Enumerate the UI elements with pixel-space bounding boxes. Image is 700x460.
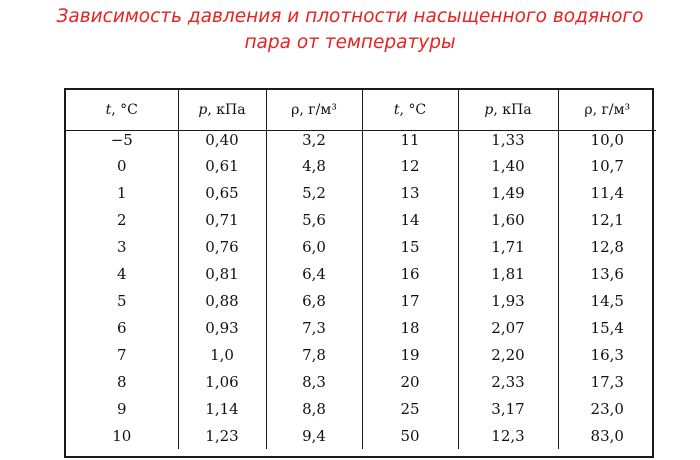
table-row bbox=[66, 422, 656, 449]
table-cell: 6,0 bbox=[266, 233, 362, 260]
table-header-row bbox=[66, 90, 656, 131]
table-cell: 2 bbox=[116, 210, 127, 229]
table-row bbox=[66, 206, 656, 233]
table-cell: 8,8 bbox=[266, 395, 362, 422]
table-cell: 10 bbox=[112, 426, 132, 445]
table-cell: 3 bbox=[116, 237, 127, 256]
table-cell: 20 bbox=[362, 368, 458, 395]
table-cell: 3,2 bbox=[266, 131, 362, 153]
header-density-left: ρ, г/м³ bbox=[266, 90, 362, 131]
header-density-right: ρ, г/м³ bbox=[558, 90, 656, 131]
table-cell: 12,1 bbox=[558, 206, 656, 233]
table-cell: 13,6 bbox=[558, 260, 656, 287]
table-cell: 15,4 bbox=[558, 314, 656, 341]
table-row bbox=[66, 260, 656, 287]
table-row bbox=[66, 341, 656, 368]
table-cell: 1,14 bbox=[178, 395, 266, 422]
table-row bbox=[66, 152, 656, 179]
header-pressure-left: p, кПа bbox=[178, 90, 266, 131]
header-pressure-right: p, кПа bbox=[458, 90, 558, 131]
header-temperature-right: t, °C bbox=[362, 90, 458, 131]
table-cell: 4,8 bbox=[266, 152, 362, 179]
table-cell: 16,3 bbox=[558, 341, 656, 368]
table-cell: 1,0 bbox=[178, 341, 266, 368]
table-cell: 2,20 bbox=[458, 341, 558, 368]
table-cell: 1,71 bbox=[458, 233, 558, 260]
table-cell: 2,33 bbox=[458, 368, 558, 395]
table-cell: 0,65 bbox=[178, 179, 266, 206]
table-cell: 19 bbox=[362, 341, 458, 368]
table-cell: 7,3 bbox=[266, 314, 362, 341]
table-body bbox=[66, 131, 656, 450]
table-cell: 10,0 bbox=[558, 131, 656, 153]
title-line-2: пара от температуры bbox=[244, 32, 456, 53]
table-cell: 11 bbox=[362, 131, 458, 153]
table-cell: 1,60 bbox=[458, 206, 558, 233]
table-cell: 8,3 bbox=[266, 368, 362, 395]
table-cell: 12,3 bbox=[458, 422, 558, 449]
table-cell: 0,61 bbox=[178, 152, 266, 179]
table-cell: 1,93 bbox=[458, 287, 558, 314]
table-cell: 1,81 bbox=[458, 260, 558, 287]
table-cell: 1,33 bbox=[458, 131, 558, 153]
table-row bbox=[66, 395, 656, 422]
table-cell: 4 bbox=[116, 264, 127, 283]
table-cell: 18 bbox=[362, 314, 458, 341]
table-cell: 0,40 bbox=[178, 131, 266, 153]
vapor-pressure-table bbox=[66, 90, 656, 449]
title-line-1: Зависимость давления и плотности насыщенного водяного bbox=[56, 6, 644, 27]
table-cell: 12 bbox=[362, 152, 458, 179]
table-cell: 5,2 bbox=[266, 179, 362, 206]
table-cell: 11,4 bbox=[558, 179, 656, 206]
table-cell: 0,88 bbox=[178, 287, 266, 314]
table-cell: 16 bbox=[362, 260, 458, 287]
table-cell: 0,93 bbox=[178, 314, 266, 341]
table-cell: 83,0 bbox=[558, 422, 656, 449]
table-cell: 1,40 bbox=[458, 152, 558, 179]
table-cell: 0,71 bbox=[178, 206, 266, 233]
table-row bbox=[66, 287, 656, 314]
table-cell: 50 bbox=[362, 422, 458, 449]
table-cell: 14 bbox=[362, 206, 458, 233]
table-cell: 5 bbox=[116, 291, 127, 310]
table-row bbox=[66, 368, 656, 395]
table-cell: 7,8 bbox=[266, 341, 362, 368]
table-cell: 9 bbox=[116, 399, 127, 418]
table-cell: 23,0 bbox=[558, 395, 656, 422]
table-cell: 3,17 bbox=[458, 395, 558, 422]
table-cell: 2,07 bbox=[458, 314, 558, 341]
table-cell: 7 bbox=[116, 345, 127, 364]
table-cell: 17 bbox=[362, 287, 458, 314]
table-cell: 17,3 bbox=[558, 368, 656, 395]
table-cell: 1,23 bbox=[178, 422, 266, 449]
table-cell: 8 bbox=[116, 372, 127, 391]
table-cell: 15 bbox=[362, 233, 458, 260]
table-row bbox=[66, 314, 656, 341]
table-cell: 14,5 bbox=[558, 287, 656, 314]
table-cell: 13 bbox=[362, 179, 458, 206]
table-row bbox=[66, 131, 656, 153]
header-temperature-left: t, °C bbox=[66, 90, 178, 131]
table-cell: 6,8 bbox=[266, 287, 362, 314]
table-cell: 0,76 bbox=[178, 233, 266, 260]
table-cell: 10,7 bbox=[558, 152, 656, 179]
table-cell: 25 bbox=[362, 395, 458, 422]
table-cell: 6,4 bbox=[266, 260, 362, 287]
data-table-frame bbox=[64, 88, 654, 458]
table-cell: −5 bbox=[110, 131, 133, 149]
table-cell: 9,4 bbox=[266, 422, 362, 449]
table-cell: 1 bbox=[116, 183, 127, 202]
table-cell: 0,81 bbox=[178, 260, 266, 287]
table-row bbox=[66, 233, 656, 260]
table-cell: 5,6 bbox=[266, 206, 362, 233]
table-row bbox=[66, 179, 656, 206]
table-cell: 12,8 bbox=[558, 233, 656, 260]
table-cell: 6 bbox=[116, 318, 127, 337]
table-cell: 0 bbox=[116, 156, 127, 175]
table-cell: 1,49 bbox=[458, 179, 558, 206]
table-cell: 1,06 bbox=[178, 368, 266, 395]
page-title bbox=[0, 4, 700, 56]
